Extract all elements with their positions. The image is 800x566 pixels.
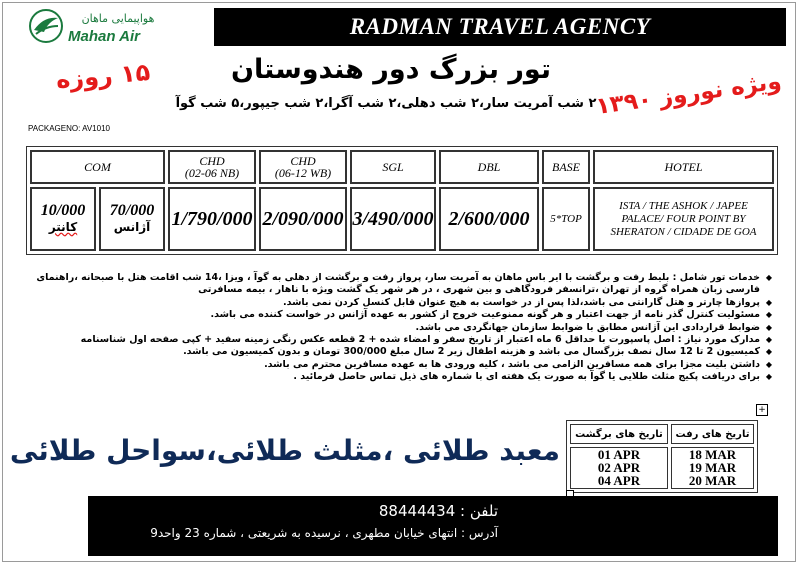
phone-row — [88, 502, 498, 520]
header-hotel: HOTEL — [593, 150, 774, 184]
header-chd-1-b: (02-06 NB) — [184, 166, 240, 180]
header-chd-2 — [259, 150, 347, 184]
cell-dbl: 2/600/000 — [439, 187, 539, 251]
bird-icon — [28, 8, 64, 44]
phone-number: 88444434 — [378, 502, 456, 520]
terms-item: ◆ مسئولیت کنترل گذر نامه از جهت اعتبار و هر گونه ممنوعیت خروج از کشور به عهده آژانس در خواست کننده می باشد. — [32, 309, 772, 321]
agency-banner: RADMAN TRAVEL AGENCY — [214, 8, 786, 46]
terms-item: ◆ داشتن بلیت مجزا برای همه مسافرین الزامی می باشد ، کلیه ورودی ها به عهده مسافرین محترم می باشد. — [32, 359, 772, 371]
return-dates — [570, 447, 668, 489]
cell-hotel: ISTA / THE ASHOK / JAPEE PALACE/ FOUR POINT BY SHERATON / CIDADE DE GOA — [593, 187, 774, 251]
contact-footer — [88, 496, 778, 556]
cell-chd-1: 1/790/000 — [168, 187, 256, 251]
terms-item: ◆ برای دریافت پکیج مثلث طلایی یا گوآ به صورت یک هفته ای با شماره های ذیل تماس حاصل فرمائید . — [32, 371, 772, 383]
dates-values-row — [570, 447, 754, 489]
depart-date: 20 MAR — [688, 473, 737, 488]
header-chd-1 — [168, 150, 256, 184]
return-header: تاریخ های برگشت — [570, 424, 668, 444]
cell-sgl: 3/490/000 — [350, 187, 436, 251]
header-chd-2-a: CHD — [290, 154, 316, 168]
cell-com-counter — [30, 187, 96, 251]
return-date: 04 APR — [597, 473, 641, 488]
com-counter-label: کانتر — [48, 220, 78, 234]
terms-item: ◆ خدمات تور شامل : بلیط رفت و برگشت با ایر باس ماهان به آمریت سار، پرواز رفت و برگشت از دهلی به گوآ ، ویزا ،14 شب اقامت هتل با صبحانه ،راهنمای فارسی زبان همراه گروه از تهران ،ترانسفر فرودگاهی و بین شهری ، در هر شهر یک گشت ویژه با ناهار ، بیمه مسافرتی — [32, 272, 772, 297]
com-agency-label: آژانس — [113, 220, 151, 234]
duration-label: ۱۵ روزه — [54, 57, 152, 95]
header-com: COM — [30, 150, 165, 184]
dates-table — [566, 420, 758, 493]
depart-header: تاریخ های رفت — [671, 424, 754, 444]
header-chd-1-a: CHD — [199, 154, 225, 168]
terms-item: ◆ ضوابط قراردادی این آژانس مطابق با ضوابط سازمان جهانگردی می باشد. — [32, 322, 772, 334]
golden-tagline: معبد طلائی ،مثلث طلائی،سواحل طلائی — [9, 434, 560, 467]
terms-item: ◆ پروازها چارتر و هتل گارانتی می باشد،لذا پس از در خواست به هیچ عنوان قابل کنسل کردن نمی باشد. — [32, 297, 772, 309]
nights-itinerary: ۲ شب آمریت سار،۲ شب دهلی،۲ شب آگرا،۲ شب جیپور،۵ شب گوآ — [175, 96, 597, 111]
price-table — [26, 146, 778, 255]
cell-chd-2: 2/090/000 — [259, 187, 347, 251]
price-table-header-row — [30, 150, 774, 184]
move-handle-icon[interactable]: + — [756, 404, 768, 416]
depart-dates — [671, 447, 754, 489]
return-date: 02 APR — [597, 460, 641, 475]
cell-base: 5*TOP — [542, 187, 590, 251]
mahan-air-logo — [28, 8, 178, 48]
depart-date: 18 MAR — [688, 447, 737, 462]
tour-headline: تور بزرگ دور هندوستان — [231, 54, 551, 85]
header-chd-2-b: (06-12 WB) — [274, 166, 332, 180]
cell-com-agency — [99, 187, 165, 251]
terms-item: ◆ کمیسیون 2 تا 12 سال نصف بزرگسال می باشد و هزینه اطفال زیر 2 سال مبلغ 300/000 تومان و بدون کمیسیون می باشد. — [32, 346, 772, 358]
terms-item: ◆ مدارک مورد نیاز : اصل پاسپورت با حداقل 6 ماه اعتبار از تاریخ سفر و امضاء شده + 2 قطعه عکس رنگی زمینه سفید + کپی صفحه اول شناسنامه — [32, 334, 772, 346]
com-agency-value: 70/000 — [109, 202, 155, 219]
address-text: آدرس : انتهای خیابان مطهری ، نرسیده به شریعتی ، شماره 23 واحد9 — [150, 526, 498, 540]
depart-date: 19 MAR — [688, 460, 737, 475]
price-table-row — [30, 187, 774, 251]
dates-header-row — [570, 424, 754, 444]
com-counter-value: 10/000 — [40, 202, 86, 219]
header-base: BASE — [542, 150, 590, 184]
phone-label: تلفن : — [460, 502, 498, 520]
logo-fa-text: هواپیمایی ماهان — [81, 12, 155, 25]
header-sgl: SGL — [350, 150, 436, 184]
nowruz-label: ویژه نوروز ۱۳۹۰ — [594, 68, 783, 121]
package-number: PACKAGENO: AV1010 — [28, 124, 110, 133]
header-dbl: DBL — [439, 150, 539, 184]
return-date: 01 APR — [597, 447, 641, 462]
terms-list — [32, 272, 772, 384]
logo-en-text: Mahan Air — [68, 28, 140, 45]
